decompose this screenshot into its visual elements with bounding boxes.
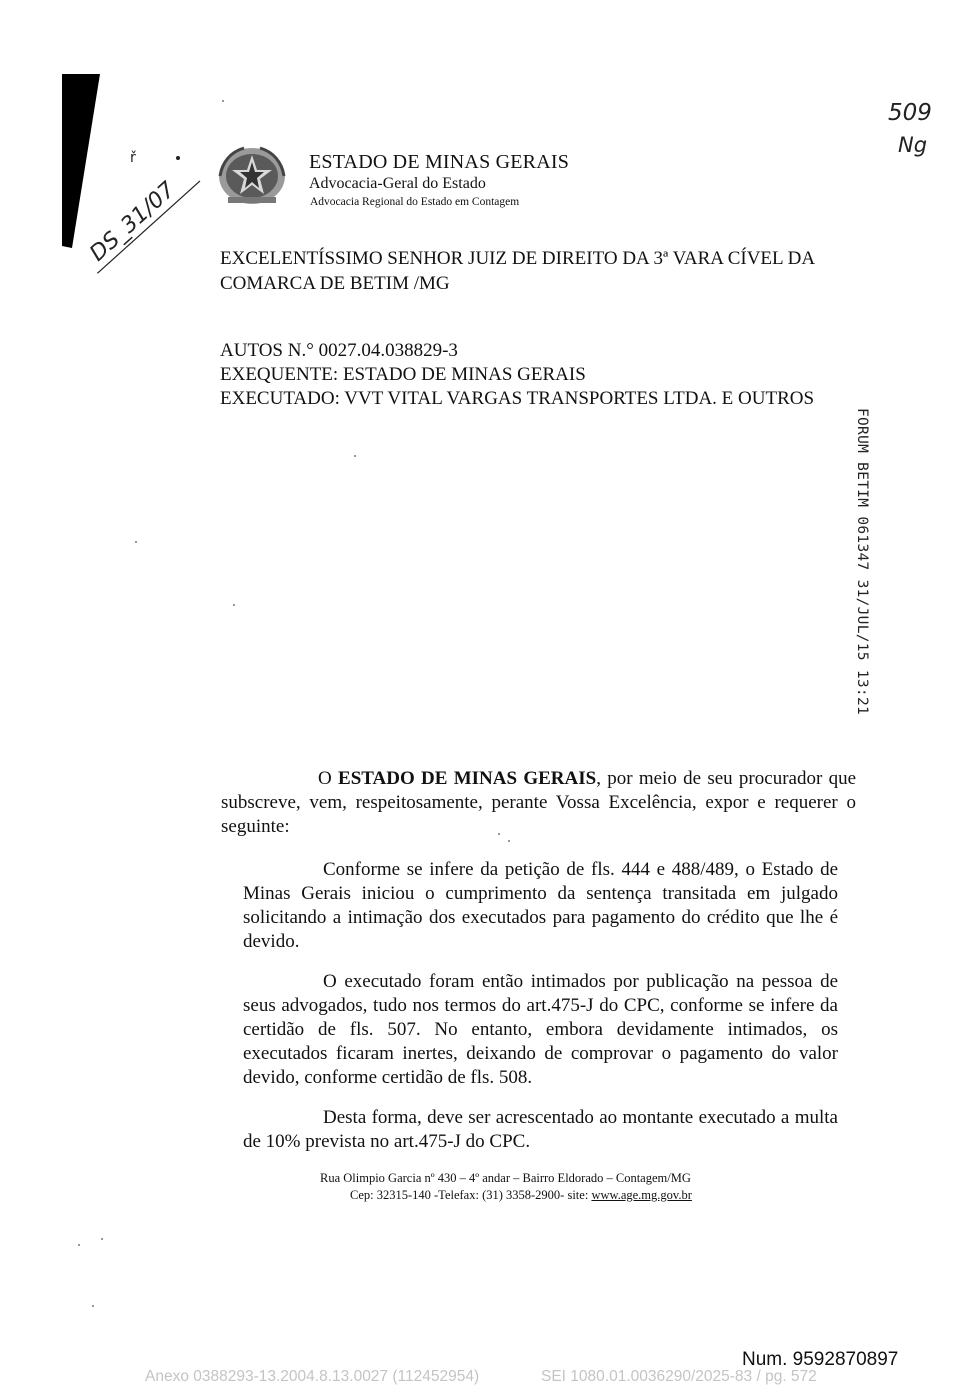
salutation: [220, 246, 880, 296]
p1-party-name: ESTADO DE MINAS GERAIS: [338, 768, 597, 789]
body-paragraph-1: [221, 767, 856, 839]
scan-speck: [135, 541, 137, 543]
website-link[interactable]: www.age.mg.gov.br: [591, 1188, 692, 1202]
salutation-line-2: COMARCA DE BETIM /MG: [220, 273, 450, 294]
footer-sei: SEI 1080.01.0036290/2025-83 / pg. 572: [541, 1368, 817, 1385]
body-paragraph-2: Conforme se infere da petição de fls. 444 e 488/489, o Estado de Minas Gerais iniciou o cumprimento da sentença transitada em julgado solicitando a intimação dos executados para pagamento do crédito que lhe é devido.: [243, 859, 838, 952]
body-paragraph-4: Desta forma, deve ser acrescentado ao montante executado a multa de 10% prevista no art.475-J do CPC.: [243, 1107, 838, 1152]
case-exequente: EXEQUENTE: ESTADO DE MINAS GERAIS: [220, 364, 586, 385]
case-executado: EXECUTADO: VVT VITAL VARGAS TRANSPORTES LTDA. E OUTROS: [220, 388, 815, 409]
state-coat-of-arms: [214, 142, 290, 208]
scan-speck: [498, 833, 500, 835]
p1-lead: O: [318, 768, 339, 789]
salutation-line-1: EXCELENTÍSSIMO SENHOR JUIZ DE DIREITO DA 3ª VARA CÍVEL DA: [220, 248, 816, 269]
body-paragraph-3: O executado foram então intimados por publicação na pessoa de seus advogados, tudo nos termos do art.475-J do CPC, conforme se infere da certidão de fls. 507. No entanto, embora devidamente intimados, os executados ficaram inertes, deixando de comprovar o pagamento do valor devido, conforme certidão de fls. 508.: [243, 971, 838, 1088]
handwritten-date-text: DS_31/07: [85, 177, 181, 267]
scan-speck: [78, 1244, 80, 1246]
handwritten-initials: Ng: [898, 133, 928, 157]
scan-speck: [508, 840, 510, 842]
scan-speck: [92, 1305, 94, 1307]
court-filing-stamp: FORUM BETIM 061347 31/JUL/15 13:21: [854, 408, 870, 716]
document-number: Num. 9592870897: [742, 1349, 899, 1370]
handwritten-page-number: 509: [888, 100, 932, 126]
case-number: AUTOS N.° 0027.04.038829-3: [220, 340, 458, 361]
address-contact: Cep: 32315-140 -Telefax: (31) 3358-2900- site:: [350, 1188, 592, 1202]
p1-text: , por meio de seu procurador que subscreve, vem, respeitosamente, perante Vossa Excelência, expor e requerer o seguinte:: [221, 768, 857, 837]
svg-text:ř: ř: [130, 150, 136, 166]
footer-annex: Anexo 0388293-13.2004.8.13.0027 (112452954): [145, 1368, 480, 1385]
scan-speck: [354, 455, 356, 457]
address-line-1: Rua Olimpio Garcia nº 430 – 4º andar – Bairro Eldorado – Contagem/MG: [320, 1171, 691, 1185]
header-office: Advocacia Regional do Estado em Contagem: [310, 196, 520, 208]
header-agency: Advocacia-Geral do Estado: [309, 175, 486, 192]
address-line-2: [350, 1188, 692, 1203]
handwritten-date-note: [80, 150, 220, 290]
scan-speck: [233, 604, 235, 606]
case-info: [220, 339, 814, 411]
header-state-name: ESTADO DE MINAS GERAIS: [309, 151, 570, 173]
scan-speck: [101, 1238, 103, 1240]
scan-speck: [222, 100, 224, 102]
